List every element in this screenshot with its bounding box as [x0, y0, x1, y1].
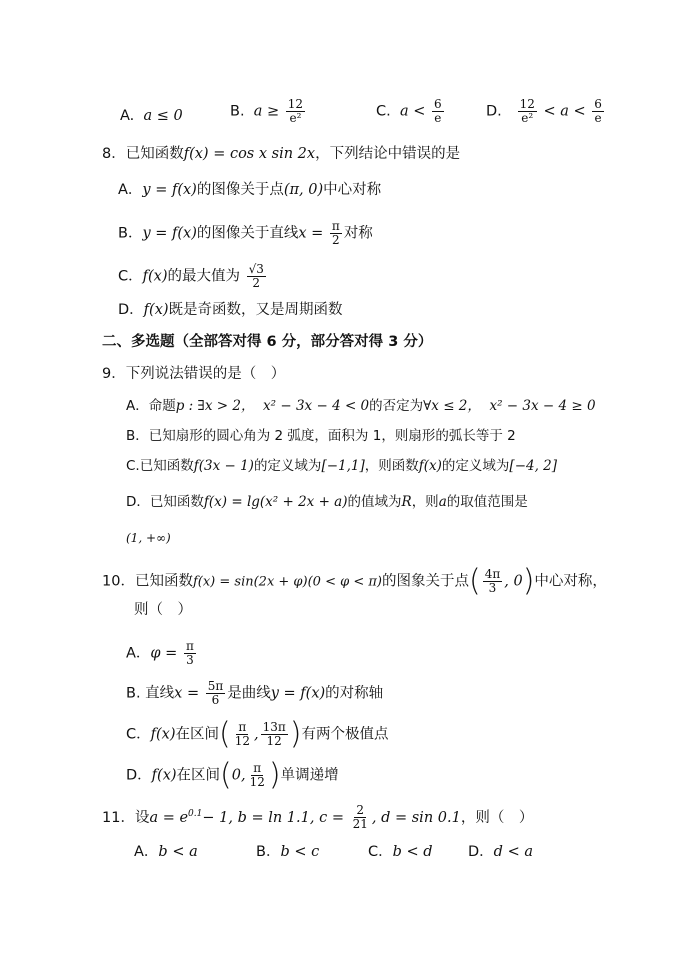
q10-option-d: D．f(x)在区间(0, $\frac{\pi}{12}$ )单调递增 — [126, 757, 339, 793]
q8-option-b: B．y = f(x)的图像关于直线x = $\frac{\pi}{2}$ 对称 — [118, 219, 373, 247]
q9-stem: 9．下列说法错误的是（ ） — [102, 366, 286, 382]
section-heading-multi-choice: 二、多选题（全部答对得 6 分，部分答对得 3 分） — [102, 334, 433, 350]
q8-option-c: C．f(x)的最大值为 $\frac{√3}{2}$ — [118, 262, 264, 290]
q9-option-a: A．命题p : ∃x > 2， x² − 3x − 4 < 0的否定为∀x ≤ 2， x² − 3x − 4 ≥ 0 — [126, 398, 596, 414]
q9-option-b: B．已知扇形的圆心角为 2 弧度，面积为 1，则扇形的弧长等于 2 — [126, 428, 516, 444]
q11-option-b: B．b < c — [256, 844, 320, 860]
q7-option-d: D. $\frac{12}{\text{e²}}$ < a < $\frac{6}{e}$ — [486, 97, 602, 125]
q9-option-d: D．已知函数f(x) = lg(x² + 2x + a)的值域为R，则a的取值范围是 — [126, 494, 528, 510]
q7-option-c: C. a < $\frac{6}{e}$ — [376, 97, 442, 125]
q7-option-a: A. a ≤ 0 — [120, 108, 183, 124]
q8-option-d: D．f(x)既是奇函数，又是周期函数 — [118, 302, 343, 318]
q10-option-a: A．φ = $\frac{\pi}{3}$ — [126, 639, 194, 667]
q9-option-d-range: (1, +∞) — [126, 531, 171, 545]
q11-stem: 11．设$a = e^{0.1}- 1$, b = ln 1.1, c = $\frac{2}{21}$ , d = sin 0.1，则（ ） — [102, 803, 534, 832]
q11-option-c: C．b < d — [368, 844, 433, 860]
q8-stem: 8．已知函数f(x) = cos x sin 2x，下列结论中错误的是 — [102, 146, 461, 162]
q10-option-c: C．f(x)在区间( $\frac{\pi}{12}$ , $\frac{13\pi}{12}$ )有两个极值点 — [126, 716, 389, 752]
q8-option-a: A．y = f(x)的图像关于点(π, 0)中心对称 — [118, 182, 382, 198]
q9-option-c: C.已知函数f(3x − 1)的定义域为[−1,1]，则函数f(x)的定义域为[−4, 2] — [126, 458, 558, 474]
q10-stem-cont: 则（ ） — [134, 602, 192, 618]
q10-option-b: B. 直线x = $\frac{5\pi}{6}$ 是曲线y = f(x)的对称轴 — [126, 679, 384, 707]
q10-stem: 10．已知函数f(x) = sin(2x + φ)(0 < φ < π)的图象关于点( $\frac{4\pi}{3}$ , 0)中心对称， — [102, 563, 607, 599]
q7-option-b: B. a ≥ $\frac{12}{\text{e²}}$ — [230, 97, 304, 125]
q11-option-d: D．d < a — [468, 844, 533, 860]
q11-option-a: A．b < a — [134, 844, 198, 860]
